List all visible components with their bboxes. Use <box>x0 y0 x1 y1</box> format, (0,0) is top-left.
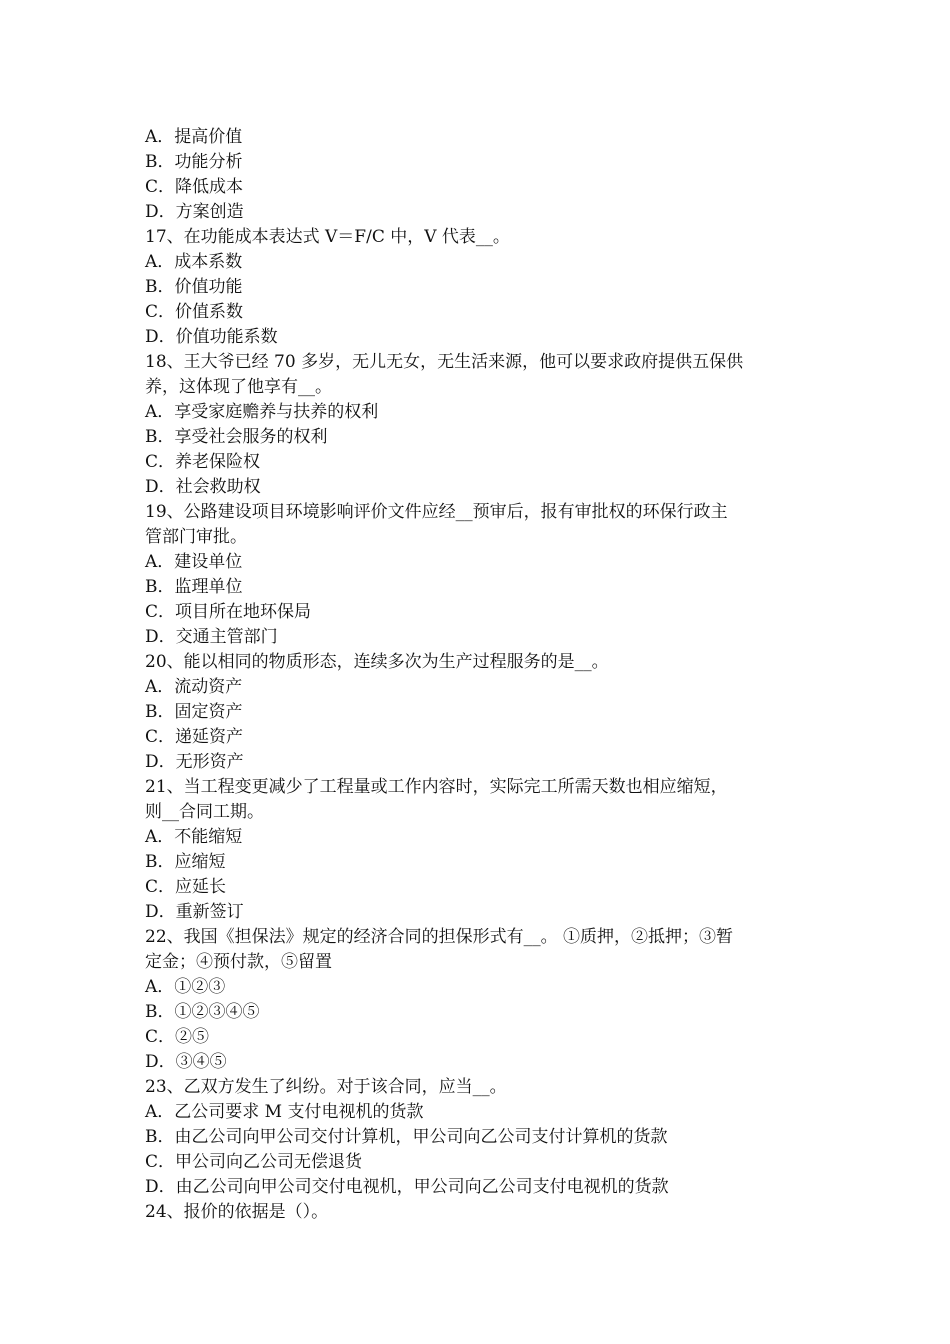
question-18: 18、王大爷已经 70 多岁，无儿无女，无生活来源，他可以要求政府提供五保供 <box>145 352 744 372</box>
question-19-continued: 管部门审批。 <box>145 527 247 547</box>
option-line: B．固定资产 <box>145 702 243 722</box>
document-body <box>145 125 810 1225</box>
option-line: B．①②③④⑤ <box>145 1002 260 1022</box>
option-line: A．流动资产 <box>145 677 243 697</box>
question-21: 21、当工程变更减少了工程量或工作内容时，实际完工所需天数也相应缩短， <box>145 777 728 797</box>
option-line: D．③④⑤ <box>145 1052 227 1072</box>
option-line: D．社会救助权 <box>145 477 261 497</box>
option-line: B．由乙公司向甲公司交付计算机，甲公司向乙公司支付计算机的货款 <box>145 1127 668 1147</box>
option-line: C．递延资产 <box>145 727 244 747</box>
question-22: 22、我国《担保法》规定的经济合同的担保形式有__。 ①质押，②抵押；③暂 <box>145 927 734 947</box>
question-20: 20、能以相同的物质形态，连续多次为生产过程服务的是__。 <box>145 652 609 672</box>
option-line: D．无形资产 <box>145 752 244 772</box>
option-line: A．①②③ <box>145 977 226 997</box>
option-line: C．养老保险权 <box>145 452 261 472</box>
option-line: D．交通主管部门 <box>145 627 278 647</box>
option-line: A．提高价值 <box>145 127 243 147</box>
option-line: C．降低成本 <box>145 177 244 197</box>
option-line: C．项目所在地环保局 <box>145 602 312 622</box>
option-line: C．②⑤ <box>145 1027 210 1047</box>
option-line: C．甲公司向乙公司无偿退货 <box>145 1152 363 1172</box>
option-line: A．乙公司要求 M 支付电视机的货款 <box>145 1102 424 1122</box>
option-line: D．方案创造 <box>145 202 244 222</box>
option-line: B．价值功能 <box>145 277 243 297</box>
option-line: A．享受家庭赡养与扶养的权利 <box>145 402 379 422</box>
question-24: 24、报价的依据是（）。 <box>145 1202 329 1222</box>
option-line: B．监理单位 <box>145 577 243 597</box>
question-22-continued: 定金；④预付款，⑤留置 <box>145 952 332 972</box>
option-line: A．建设单位 <box>145 552 243 572</box>
question-19: 19、公路建设项目环境影响评价文件应经__预审后，报有审批权的环保行政主 <box>145 502 728 522</box>
question-21-continued: 则__合同工期。 <box>145 802 264 822</box>
question-18-continued: 养，这体现了他享有__。 <box>145 377 332 397</box>
option-line: D．价值功能系数 <box>145 327 278 347</box>
option-line: B．功能分析 <box>145 152 243 172</box>
option-line: B．应缩短 <box>145 852 226 872</box>
option-line: C．价值系数 <box>145 302 244 322</box>
option-line: A．不能缩短 <box>145 827 243 847</box>
option-line: A．成本系数 <box>145 252 243 272</box>
option-line: B．享受社会服务的权利 <box>145 427 328 447</box>
option-line: D．重新签订 <box>145 902 244 922</box>
option-line: D．由乙公司向甲公司交付电视机，甲公司向乙公司支付电视机的货款 <box>145 1177 669 1197</box>
question-17: 17、在功能成本表达式 V＝F/C 中，V 代表__。 <box>145 227 510 247</box>
option-line: C．应延长 <box>145 877 227 897</box>
question-23: 23、乙双方发生了纠纷。对于该合同，应当__。 <box>145 1077 507 1097</box>
